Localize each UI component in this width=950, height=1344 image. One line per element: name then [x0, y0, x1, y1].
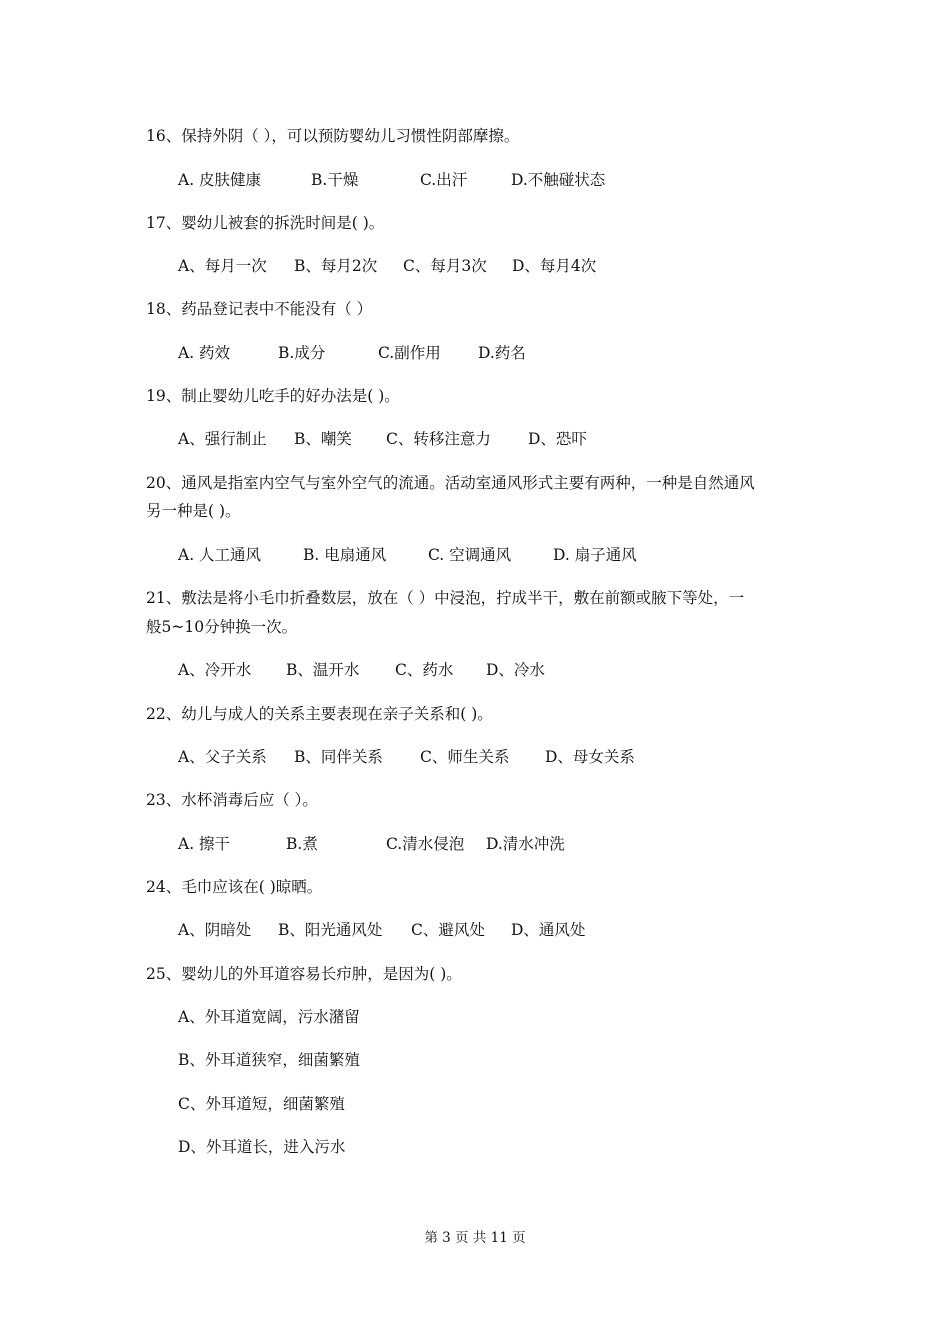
- option-a: A. 人工通风: [178, 546, 262, 564]
- option-c: C、避风处: [411, 921, 485, 939]
- option-c: C.副作用: [378, 344, 441, 362]
- question-24-text: 24、毛巾应该在( )晾晒。: [146, 878, 323, 896]
- question-18-text: 18、药品登记表中不能没有（ ）: [146, 300, 373, 318]
- option-b: B、每月2次: [294, 257, 378, 275]
- option-c: C.清水侵泡: [386, 835, 465, 853]
- question-16-text: 16、保持外阴（ ），可以预防婴幼儿习惯性阴部摩擦。: [146, 127, 520, 145]
- option-b: B. 电扇通风: [303, 546, 387, 564]
- option-c: C.出汗: [420, 171, 468, 189]
- option-d: D.不触碰状态: [511, 171, 606, 189]
- option-d: D、通风处: [511, 921, 586, 939]
- question-21-text-line-1: 21、敷法是将小毛巾折叠数层，放在（ ）中浸泡，拧成半干，敷在前额或腋下等处，一: [146, 589, 745, 607]
- option-c: C、每月3次: [403, 257, 487, 275]
- option-d: D.清水冲洗: [486, 835, 565, 853]
- question-25-option-c: C、外耳道短，细菌繁殖: [178, 1095, 345, 1113]
- option-a: A. 皮肤健康: [178, 171, 262, 189]
- option-a: A、冷开水: [178, 661, 252, 679]
- option-b: B.成分: [278, 344, 326, 362]
- option-a: A. 药效: [178, 344, 231, 362]
- option-a: A、父子关系: [178, 748, 267, 766]
- question-19-text: 19、制止婴幼儿吃手的好办法是( )。: [146, 387, 400, 405]
- option-b: B、同伴关系: [294, 748, 383, 766]
- option-d: D. 扇子通风: [553, 546, 637, 564]
- option-d: D、每月4次: [512, 257, 597, 275]
- question-25-text: 25、婴幼儿的外耳道容易长疖肿，是因为( )。: [146, 965, 462, 983]
- question-21-text-line-2: 般5~10分钟换一次。: [146, 618, 298, 636]
- question-25-option-d: D、外耳道长，进入污水: [178, 1138, 346, 1156]
- option-a: A、阴暗处: [178, 921, 252, 939]
- option-a: A、每月一次: [178, 257, 267, 275]
- option-b: B、温开水: [286, 661, 360, 679]
- question-17-text: 17、婴幼儿被套的拆洗时间是( )。: [146, 214, 385, 232]
- question-20-text-line-1: 20、通风是指室内空气与室外空气的流通。活动室通风形式主要有两种，一种是自然通风: [146, 474, 755, 492]
- option-c: C、转移注意力: [386, 430, 491, 448]
- option-d: D、恐吓: [528, 430, 587, 448]
- question-22-text: 22、幼儿与成人的关系主要表现在亲子关系和( )。: [146, 705, 493, 723]
- option-b: B、阳光通风处: [278, 921, 383, 939]
- option-a: A、强行制止: [178, 430, 267, 448]
- question-20-text-line-2: 另一种是( )。: [146, 502, 241, 520]
- option-b: B.干燥: [311, 171, 359, 189]
- option-b: B.煮: [286, 835, 318, 853]
- option-c: C. 空调通风: [428, 546, 512, 564]
- question-25-option-b: B、外耳道狭窄，细菌繁殖: [178, 1051, 360, 1069]
- question-25-option-a: A、外耳道宽阔，污水潴留: [178, 1008, 360, 1026]
- option-a: A. 擦干: [178, 835, 231, 853]
- page-number-footer: 第 3 页 共 11 页: [424, 1230, 526, 1246]
- option-d: D.药名: [478, 344, 526, 362]
- option-d: D、冷水: [486, 661, 545, 679]
- option-b: B、嘲笑: [294, 430, 352, 448]
- option-d: D、母女关系: [545, 748, 635, 766]
- option-c: C、师生关系: [420, 748, 510, 766]
- question-23-text: 23、水杯消毒后应（ ）。: [146, 791, 318, 809]
- option-c: C、药水: [395, 661, 454, 679]
